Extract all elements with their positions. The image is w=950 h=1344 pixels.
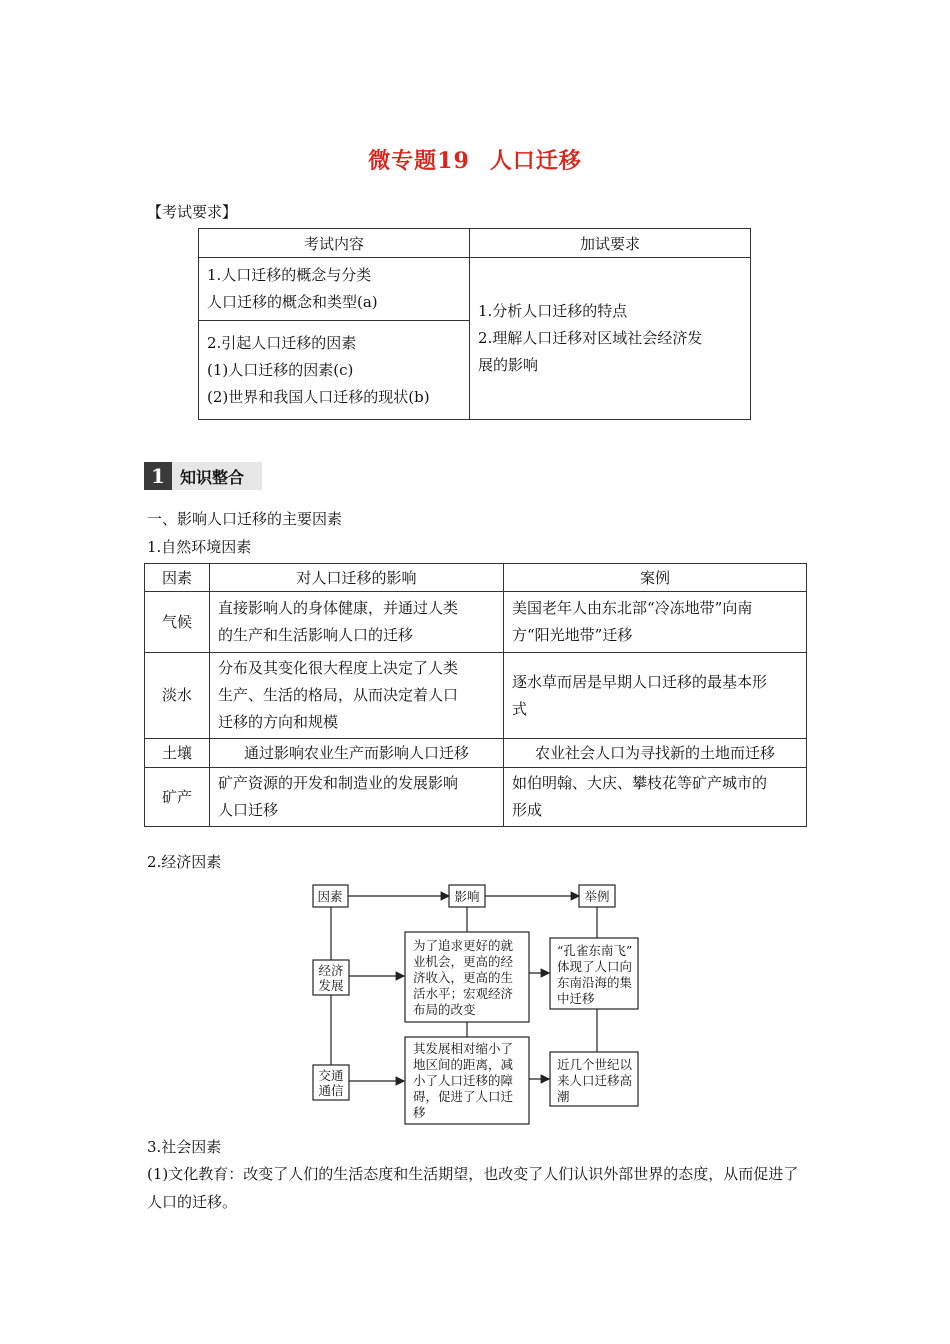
header-exam-content: 考试内容: [199, 229, 470, 258]
fc-header-factor: 因素: [317, 889, 343, 904]
fc-impact1-line: 业机会，更高的经: [413, 954, 514, 969]
header-case: 案例: [504, 564, 807, 592]
exam-requirements-label: 【考试要求】: [147, 203, 238, 221]
exam-content-1: 1.人口迁移的概念与分类 人口迁移的概念和类型(a): [199, 258, 470, 321]
fc-header-example: 举例: [584, 889, 610, 904]
fc-example1-line: 中迁移: [557, 991, 595, 1006]
fc-transport-line1: 交通: [318, 1068, 344, 1083]
extra-requirements: 1.分析人口迁移的特点 2.理解人口迁移对区域社会经济发 展的影响: [470, 258, 751, 420]
social-culture-paragraph: (1)文化教育：改变了人们的生活态度和生活期望，也改变了人们认识外部世界的态度，从而促进了人口的迁移。: [147, 1165, 799, 1211]
header-factor: 因素: [145, 564, 210, 592]
fc-header-impact: 影响: [454, 889, 480, 904]
fc-impact1-line: 活水平；宏观经济: [413, 986, 514, 1001]
fc-example2-line: 潮: [557, 1089, 570, 1104]
fc-transport-line2: 通信: [318, 1083, 344, 1098]
fc-impact2-line: 其发展相对缩小了: [413, 1041, 514, 1056]
sub-heading-nature: 1.自然环境因素: [147, 538, 252, 556]
page-title: 微专题19 人口迁移: [368, 148, 582, 174]
fc-impact1-line: 济收入，更高的生: [413, 970, 514, 985]
fc-econ-line2: 发展: [318, 978, 344, 993]
fc-impact2-line: 地区间的距离，减: [413, 1057, 514, 1072]
table-row: 淡水 分布及其变化很大程度上决定了人类 生产、生活的格局，从而决定着人口 迁移的方向和规模 逐水草而居是早期人口迁移的最基本形 式: [145, 653, 807, 739]
header-effect: 对人口迁移的影响: [210, 564, 504, 592]
fc-example2-line: 近几个世纪以: [557, 1057, 633, 1072]
section-title: 知识整合: [180, 467, 245, 487]
part-heading: 一、影响人口迁移的主要因素: [147, 510, 343, 528]
table-row: 土壤 通过影响农业生产而影响人口迁移 农业社会人口为寻找新的土地而迁移: [145, 739, 807, 768]
table-row: 气候 直接影响人的身体健康，并通过人类 的生产和生活影响人口的迁移 美国老年人由东北部“冷冻地带”向南 方“阳光地带”迁移: [145, 592, 807, 653]
fc-impact2-line: 小了人口迁移的障: [413, 1073, 514, 1088]
fc-econ-line1: 经济: [318, 963, 344, 978]
fc-impact1-line: 为了追求更好的就: [413, 938, 514, 953]
header-extra-requirements: 加试要求: [470, 229, 751, 258]
fc-example2-line: 来人口迁移高: [557, 1073, 633, 1088]
sub-heading-social: 3.社会因素: [147, 1138, 222, 1156]
fc-example1-line: “孔雀东南飞”: [557, 943, 633, 958]
table-row: 矿产 矿产资源的开发和制造业的发展影响 人口迁移 如伯明翰、大庆、攀枝花等矿产城市的 形成: [145, 768, 807, 827]
fc-example1-line: 体现了人口向: [557, 959, 633, 974]
fc-impact1-line: 布局的改变: [413, 1002, 476, 1017]
fc-impact2-line: 碍，促进了人口迁: [413, 1089, 514, 1104]
section-number: 1: [144, 462, 172, 490]
sub-heading-economy: 2.经济因素: [147, 853, 222, 871]
exam-content-2: 2.引起人口迁移的因素 (1)人口迁移的因素(c) (2)世界和我国人口迁移的现状(b): [199, 321, 470, 420]
fc-impact2-line: 移: [413, 1105, 426, 1120]
fc-example1-line: 东南沿海的集: [557, 975, 633, 990]
